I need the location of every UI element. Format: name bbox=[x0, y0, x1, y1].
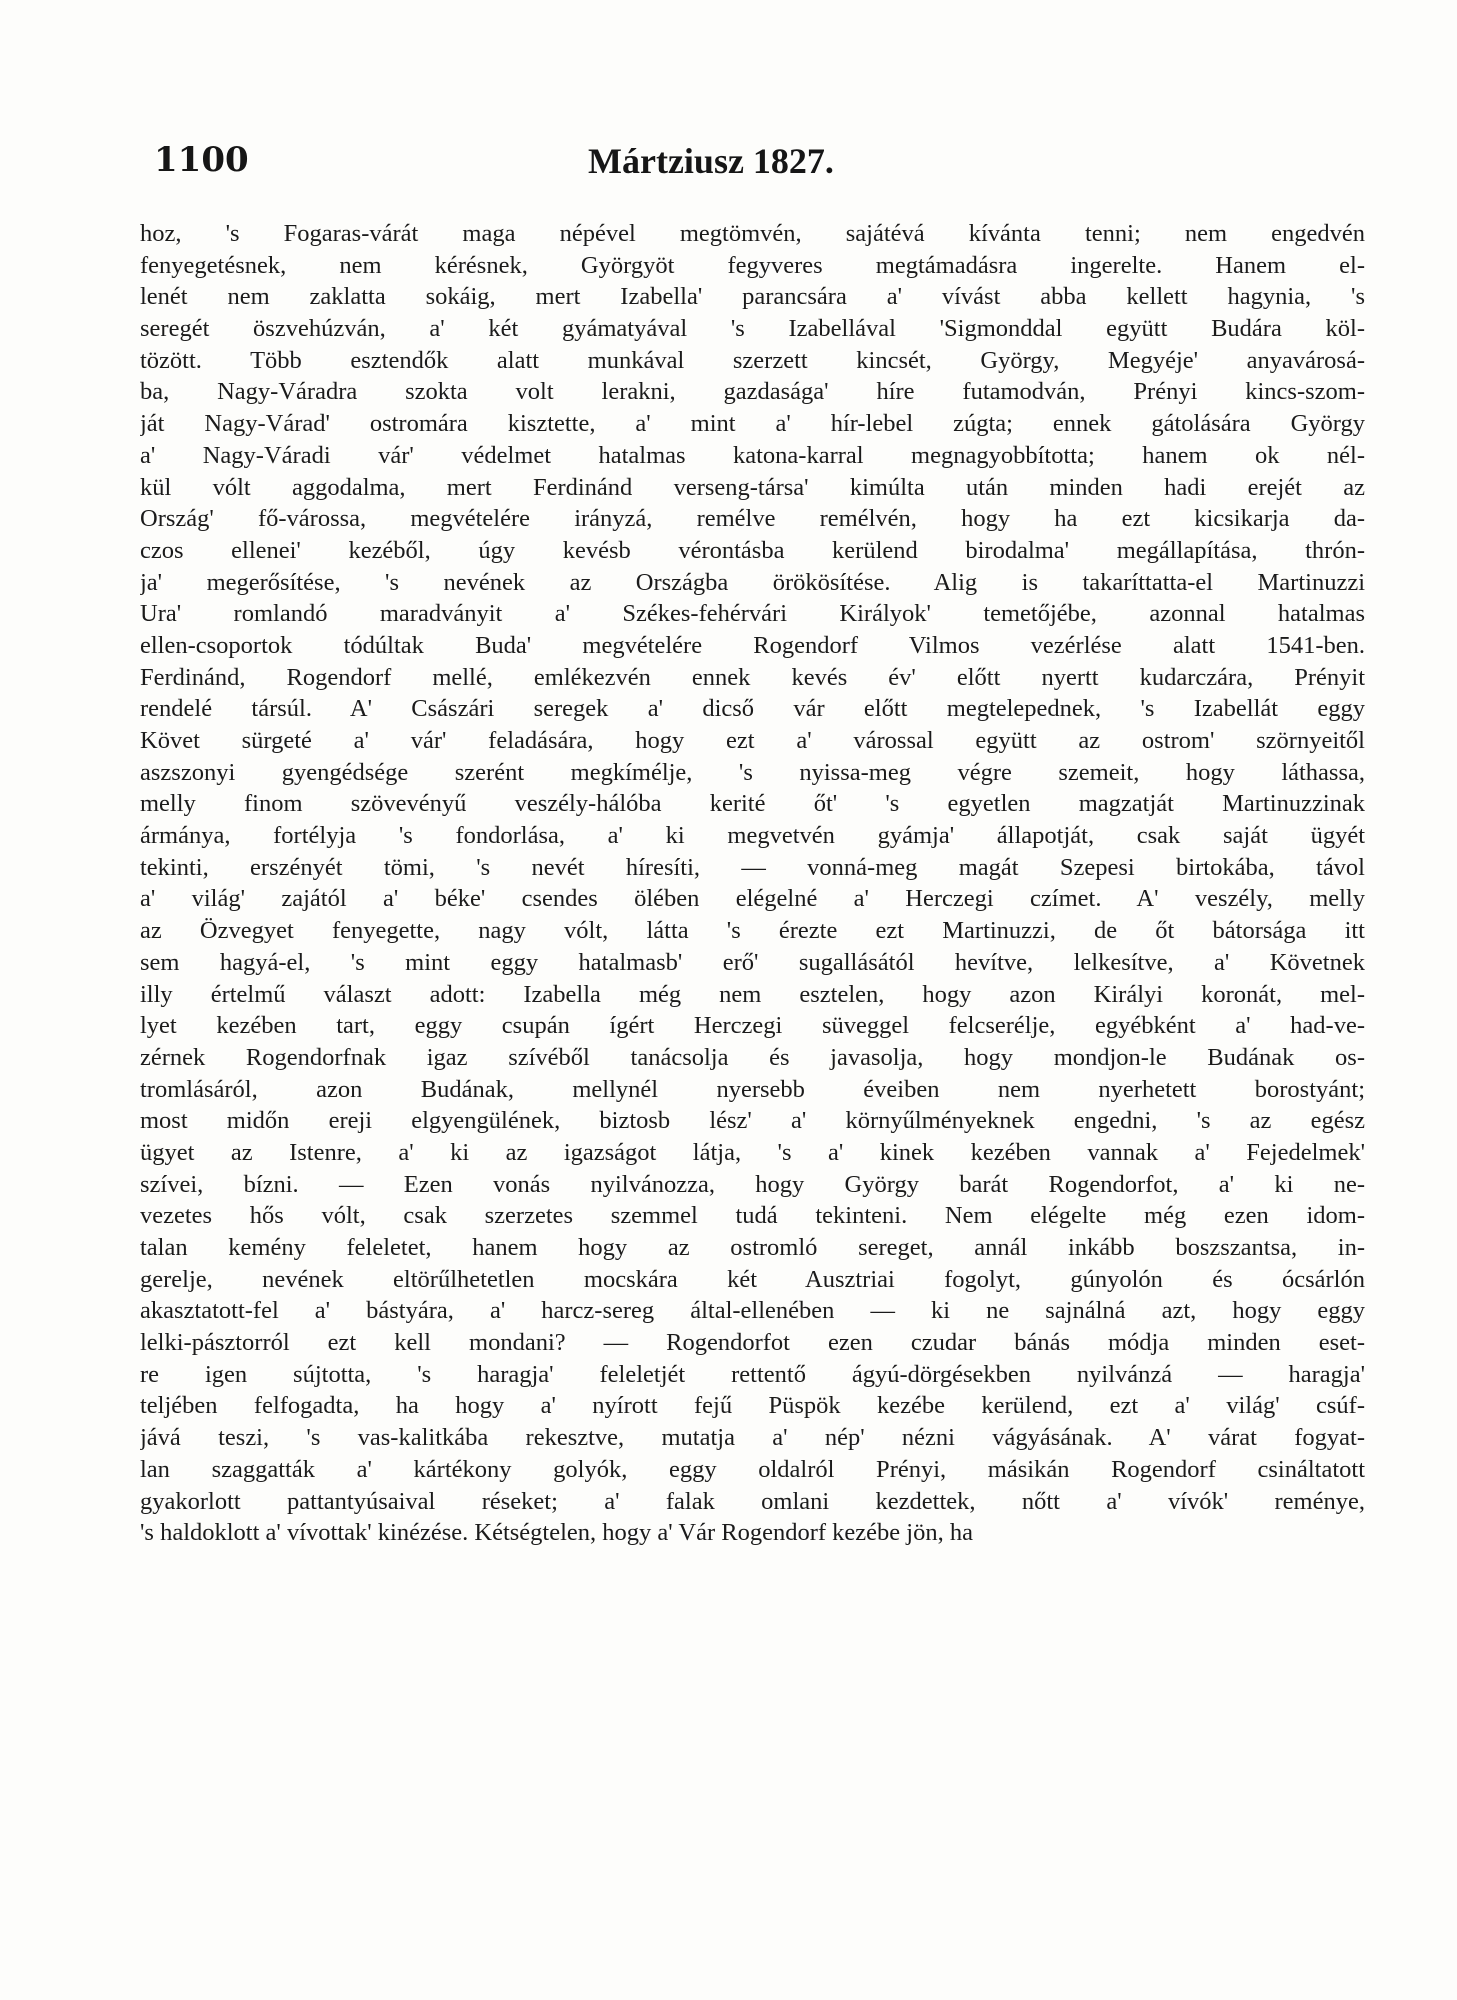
text-line: Ura' romlandó maradványit a' Székes-fehérvári Királyok' temetőjébe, azonnal hatalmas bbox=[140, 600, 1365, 628]
text-line: akasztatott-fel a' bástyára, a' harcz-sereg által-ellenében — ki ne sajnálná azt, hogy eggy bbox=[140, 1297, 1365, 1325]
text-line: szívei, bízni. — Ezen vonás nyilvánozza, hogy György barát Rogendorfot, a' ki ne- bbox=[140, 1170, 1365, 1198]
text-line: a' Nagy-Váradi vár' védelmet hatalmas katona-karral megnagyobbította; hanem ok nél- bbox=[140, 441, 1365, 469]
text-line: czos ellenei' kezéből, úgy kevésb vérontásba kerülend birodalma' megállapítása, thrón- bbox=[140, 536, 1365, 564]
text-line: ügyet az Istenre, a' ki az igazságot látja, 's a' kinek kezében vannak a' Fejedelmek' bbox=[140, 1138, 1365, 1166]
text-line: 's haldoklott a' vívottak' kinézése. Kétségtelen, hogy a' Vár Rogendorf kezébe jön, ha bbox=[140, 1519, 973, 1547]
text-line: ját Nagy-Várad' ostromára kisztette, a' mint a' hír-lebel zúgta; ennek gátolására György bbox=[140, 410, 1365, 438]
text-line: Ferdinánd, Rogendorf mellé, emlékezvén ennek kevés év' előtt nyertt kudarczára, Prényit bbox=[140, 663, 1365, 691]
text-line: lenét nem zaklatta sokáig, mert Izabella' parancsára a' vívást abba kellett hagynia, 's bbox=[140, 283, 1365, 311]
text-line: illy értelmű választ adott: Izabella még nem esztelen, hogy azon Királyi koronát, mel- bbox=[140, 980, 1365, 1008]
text-line: ellen-csoportok tódúltak Buda' megvételére Rogendorf Vilmos vezérlése alatt 1541-ben. bbox=[140, 631, 1365, 659]
text-line: tromlásáról, azon Budának, mellynél nyersebb éveiben nem nyerhetett borostyánt; bbox=[140, 1075, 1365, 1103]
text-line: seregét öszvehúzván, a' két gyámatyával 's Izabellával 'Sigmonddal együtt Budára köl- bbox=[140, 315, 1365, 343]
text-line: lelki-pásztorról ezt kell mondani? — Rogendorfot ezen czudar bánás módja minden eset- bbox=[140, 1329, 1365, 1357]
text-line: ja' megerősítése, 's nevének az Országba örökösítése. Alig is takaríttatta-el Martinuzzi bbox=[140, 568, 1365, 596]
text-line: ba, Nagy-Váradra szokta volt lerakni, gazdasága' híre futamodván, Prényi kincs-szom- bbox=[140, 378, 1365, 406]
text-line: Követ sürgeté a' vár' feladására, hogy ezt a' várossal együtt az ostrom' szörnyeitől bbox=[140, 727, 1365, 754]
text-line: kül vólt aggodalma, mert Ferdinánd verseng-társa' kimúlta után minden hadi erejét az bbox=[140, 473, 1365, 501]
text-line: a' világ' zajától a' béke' csendes ölében elégelné a' Herczegi czímet. A' veszély, melly bbox=[140, 885, 1365, 913]
text-line: gyakorlott pattantyúsaival réseket; a' falak omlani kezdettek, nőtt a' vívók' reménye, bbox=[140, 1487, 1365, 1515]
text-line: jává teszi, 's vas-kalitkába rekesztve, mutatja a' nép' nézni vágyásának. A' várat fogyat- bbox=[140, 1424, 1365, 1452]
text-line: tekinti, erszényét tömi, 's nevét híresíti, — vonná-meg magát Szepesi birtokába, távol bbox=[140, 853, 1365, 881]
body-text bbox=[140, 218, 1365, 1868]
text-line: ármánya, fortélyja 's fondorlása, a' ki megvetvén gyámja' állapotját, csak saját ügyét bbox=[140, 822, 1365, 850]
text-line: tözött. Több esztendők alatt munkával szerzett kincsét, György, Megyéje' anyavárosá- bbox=[140, 346, 1365, 374]
text-line: most midőn ereji elgyengülének, biztosb lész' a' környűlményeknek engedni, 's az egész bbox=[140, 1107, 1365, 1135]
text-line: melly finom szövevényű veszély-hálóba kerité őt' 's egyetlen magzatját Martinuzzinak bbox=[140, 790, 1365, 818]
text-line: gerelje, nevének eltörűlhetetlen mocskára két Ausztriai fogolyt, gúnyolón és ócsárlón bbox=[140, 1265, 1365, 1293]
text-line: zérnek Rogendorfnak igaz szívéből tanácsolja és javasolja, hogy mondjon-le Budának os- bbox=[140, 1043, 1365, 1071]
text-line: aszszonyi gyengédsége szerént megkímélje, 's nyissa-meg végre szemeit, hogy láthassa, bbox=[140, 758, 1365, 786]
running-head: Mártziusz 1827. bbox=[588, 141, 834, 181]
text-line: fenyegetésnek, nem kérésnek, Györgyöt fegyveres megtámadásra ingerelte. Hanem el- bbox=[140, 251, 1365, 279]
text-line: az Özvegyet fenyegette, nagy vólt, látta 's érezte ezt Martinuzzi, de őt bátorsága itt bbox=[140, 917, 1365, 945]
text-line: vezetes hős vólt, csak szerzetes szemmel tudá tekinteni. Nem elégelte még ezen idom- bbox=[140, 1202, 1365, 1230]
text-line: lyet kezében tart, eggy csupán ígért Herczegi süveggel felcserélje, egyébként a' had-ve- bbox=[140, 1012, 1365, 1040]
text-line: Ország' fő-várossa, megvételére irányzá, remélve remélvén, hogy ha ezt kicsikarja da- bbox=[140, 505, 1365, 533]
text-line: hoz, 's Fogaras-várát maga népével megtömvén, sajátévá kívánta tenni; nem engedvén bbox=[140, 220, 1365, 247]
text-line: re igen sújtotta, 's haragja' feleletjét rettentő ágyú-dörgésekben nyilvánzá — haragja' bbox=[140, 1360, 1365, 1388]
page-header bbox=[140, 140, 1340, 200]
text-line: teljében felfogadta, ha hogy a' nyírott fejű Püspök kezébe kerülend, ezt a' világ' csúf- bbox=[140, 1392, 1365, 1420]
page-number: 1100 bbox=[154, 140, 249, 180]
text-line: lan szaggatták a' kártékony golyók, eggy oldalról Prényi, másikán Rogendorf csináltatott bbox=[140, 1455, 1365, 1483]
text-line: rendelé társúl. A' Császári seregek a' dicső vár előtt megtelepednek, 's Izabellát eggy bbox=[140, 695, 1365, 723]
text-line: sem hagyá-el, 's mint eggy hatalmasb' erő' sugallásától hevítve, lelkesítve, a' Követnek bbox=[140, 948, 1365, 976]
text-line: talan kemény feleletet, hanem hogy az ostromló sereget, annál inkább boszszantsa, in- bbox=[140, 1234, 1365, 1261]
